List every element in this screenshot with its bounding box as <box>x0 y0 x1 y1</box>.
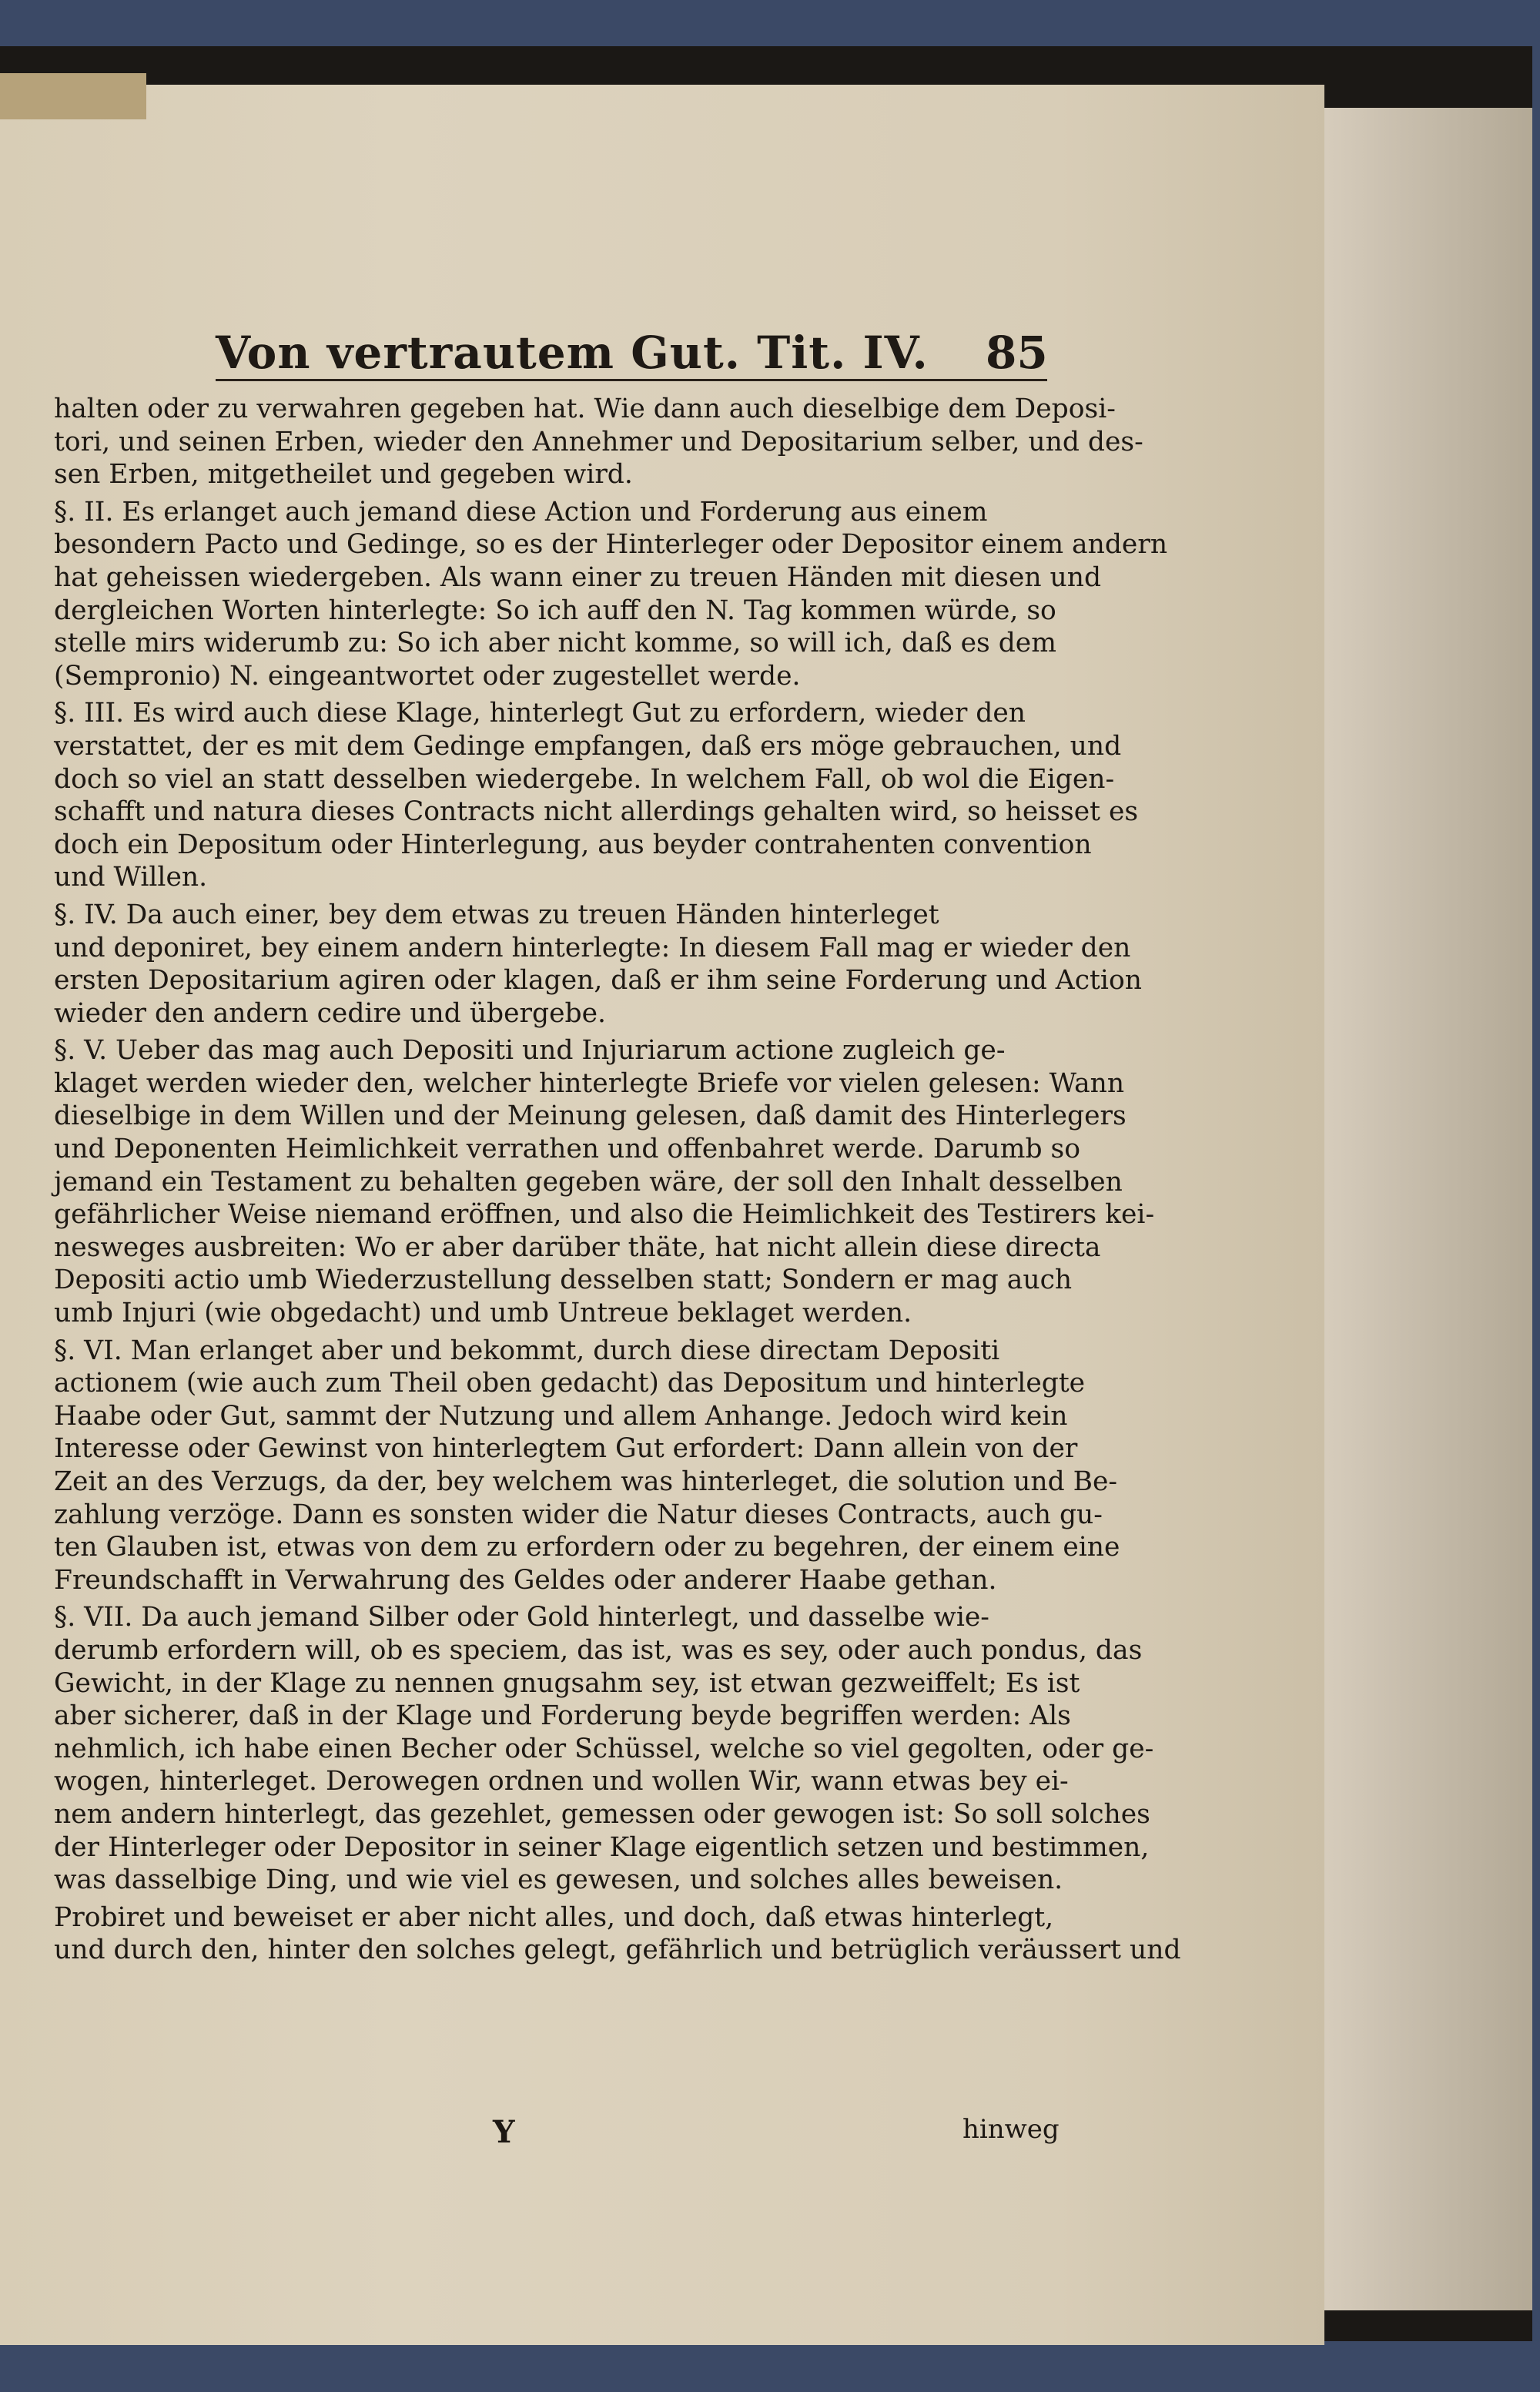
text-line: ersten Depositarium agiren oder klagen, daß er ihm seine Forderung und Action <box>54 965 1142 997</box>
paragraph <box>54 1034 1155 1329</box>
text-line: wieder den andern cedire und übergebe. <box>54 997 607 1029</box>
text-line: §. IV. Da auch einer, bey dem etwas zu treuen Händen hinterleget <box>54 899 939 930</box>
body-text <box>54 393 1181 1967</box>
page-number: 85 <box>986 327 1048 379</box>
text-line: doch so viel an statt desselben wiedergebe. In welchem Fall, ob wol die Eigen- <box>54 763 1115 795</box>
paragraph <box>54 697 1139 894</box>
running-head-title: Von vertrautem Gut. Tit. IV. <box>216 327 929 379</box>
text-line: (Sempronio) N. eingeantwortet oder zugestellet werde. <box>54 660 801 692</box>
text-line: der Hinterleger oder Depositor in seiner Klage eigentlich setzen und bestimmen, <box>54 1831 1150 1863</box>
text-line: §. VII. Da auch jemand Silber oder Gold hinterlegt, und dasselbe wie- <box>54 1602 989 1633</box>
text-line: §. III. Es wird auch diese Klage, hinterlegt Gut zu erfordern, wieder den <box>54 698 1026 729</box>
printer-signature: Y <box>493 2114 515 2150</box>
running-head <box>216 323 1047 381</box>
text-line: Gewicht, in der Klage zu nennen gnugsahm sey, ist etwan gezweiffelt; Es ist <box>54 1667 1080 1699</box>
text-line: schafft und natura dieses Contracts nicht allerdings gehalten wird, so heisset es <box>54 796 1139 828</box>
text-line: Depositi actio umb Wiederzustellung desselben statt; Sondern er mag auch <box>54 1265 1073 1296</box>
text-line: und durch den, hinter den solches gelegt, gefährlich und betrüglich veräussert und <box>54 1935 1181 1966</box>
text-line: Interesse oder Gewinst von hinterlegtem Gut erfordert: Dann allein von der <box>54 1433 1078 1465</box>
text-line: nehmlich, ich habe einen Becher oder Schüssel, welche so viel gegolten, oder ge- <box>54 1733 1154 1764</box>
paragraph <box>54 899 1142 1030</box>
text-line: umb Injuri (wie obgedacht) und umb Untreue beklaget werden. <box>54 1298 912 1329</box>
text-line: hat geheissen wiedergeben. Als wann einer zu treuen Händen mit diesen und <box>54 561 1102 593</box>
text-line: und Willen. <box>54 862 208 893</box>
text-line: besondern Pacto und Gedinge, so es der Hinterleger oder Depositor einem andern <box>54 529 1168 561</box>
binding-band <box>0 73 146 119</box>
text-line: Zeit an des Verzugs, da der, bey welchem was hinterleget, die solution und Be- <box>54 1466 1118 1497</box>
text-line: ten Glauben ist, etwas von dem zu erfordern oder zu begehren, der einem eine <box>54 1532 1120 1563</box>
text-line: sen Erben, mitgetheilet und gegeben wird. <box>54 459 633 491</box>
text-line: stelle mirs widerumb zu: So ich aber nicht komme, so will ich, daß es dem <box>54 628 1056 659</box>
paragraph <box>54 1601 1154 1896</box>
paragraph <box>54 393 1143 491</box>
text-line: verstattet, der es mit dem Gedinge empfangen, daß ers möge gebrauchen, und <box>54 730 1122 762</box>
text-line: klaget werden wieder den, welcher hinterlegte Briefe vor vielen gelesen: Wann <box>54 1067 1125 1099</box>
text-line: was dasselbige Ding, und wie viel es gewesen, und solches alles beweisen. <box>54 1864 1063 1896</box>
text-line: und Deponenten Heimlichkeit verrathen und offenbahret werde. Darumb so <box>54 1134 1081 1165</box>
page-edges <box>1309 108 1532 2310</box>
text-line: und deponiret, bey einem andern hinterlegte: In diesem Fall mag er wieder den <box>54 932 1131 963</box>
text-line: jemand ein Testament zu behalten gegeben wäre, der soll den Inhalt desselben <box>54 1166 1123 1198</box>
text-line: actionem (wie auch zum Theil oben gedacht) das Depositum und hinterlegte <box>54 1368 1086 1399</box>
text-line: nesweges ausbreiten: Wo er aber darüber thäte, hat nicht allein diese directa <box>54 1231 1101 1263</box>
paragraph <box>54 1335 1120 1597</box>
text-line: Freundschafft in Verwahrung des Geldes oder anderer Haabe gethan. <box>54 1564 997 1596</box>
text-line: dergleichen Worten hinterlegte: So ich auff den N. Tag kommen würde, so <box>54 595 1056 626</box>
text-line: aber sicherer, daß in der Klage und Forderung beyde begriffen werden: Als <box>54 1700 1071 1732</box>
text-line: Haabe oder Gut, sammt der Nutzung und allem Anhange. Jedoch wird kein <box>54 1400 1068 1432</box>
paragraph <box>54 1901 1181 1967</box>
text-line: Probiret und beweiset er aber nicht alles, und doch, daß etwas hinterlegt, <box>54 1901 1054 1933</box>
text-line: derumb erfordern will, ob es speciem, das ist, was es sey, oder auch pondus, das <box>54 1634 1143 1666</box>
text-line: dieselbige in dem Willen und der Meinung gelesen, daß damit des Hinterlegers <box>54 1101 1127 1132</box>
catchword: hinweg <box>962 2114 1060 2145</box>
text-line: §. VI. Man erlanget aber und bekommt, durch diese directam Depositi <box>54 1335 1000 1366</box>
paragraph <box>54 496 1168 693</box>
text-line: §. V. Ueber das mag auch Depositi und Injuriarum actione zugleich ge- <box>54 1035 1006 1067</box>
text-line: doch ein Depositum oder Hinterlegung, aus beyder contrahenten convention <box>54 829 1092 860</box>
text-line: §. II. Es erlanget auch jemand diese Action und Forderung aus einem <box>54 496 988 528</box>
text-line: zahlung verzöge. Dann es sonsten wider die Natur dieses Contracts, auch gu- <box>54 1499 1103 1530</box>
text-line: halten oder zu verwahren gegeben hat. Wie dann auch dieselbige dem Deposi- <box>54 394 1116 424</box>
text-line: wogen, hinterleget. Derowegen ordnen und wollen Wir, wann etwas bey ei- <box>54 1766 1069 1797</box>
text-line: tori, und seinen Erben, wieder den Annehmer und Depositarium selber, und des- <box>54 426 1143 457</box>
text-line: gefährlicher Weise niemand eröffnen, und also die Heimlichkeit des Testirers kei- <box>54 1199 1155 1231</box>
text-line: nem andern hinterlegt, das gezehlet, gemessen oder gewogen ist: So soll solches <box>54 1798 1150 1830</box>
